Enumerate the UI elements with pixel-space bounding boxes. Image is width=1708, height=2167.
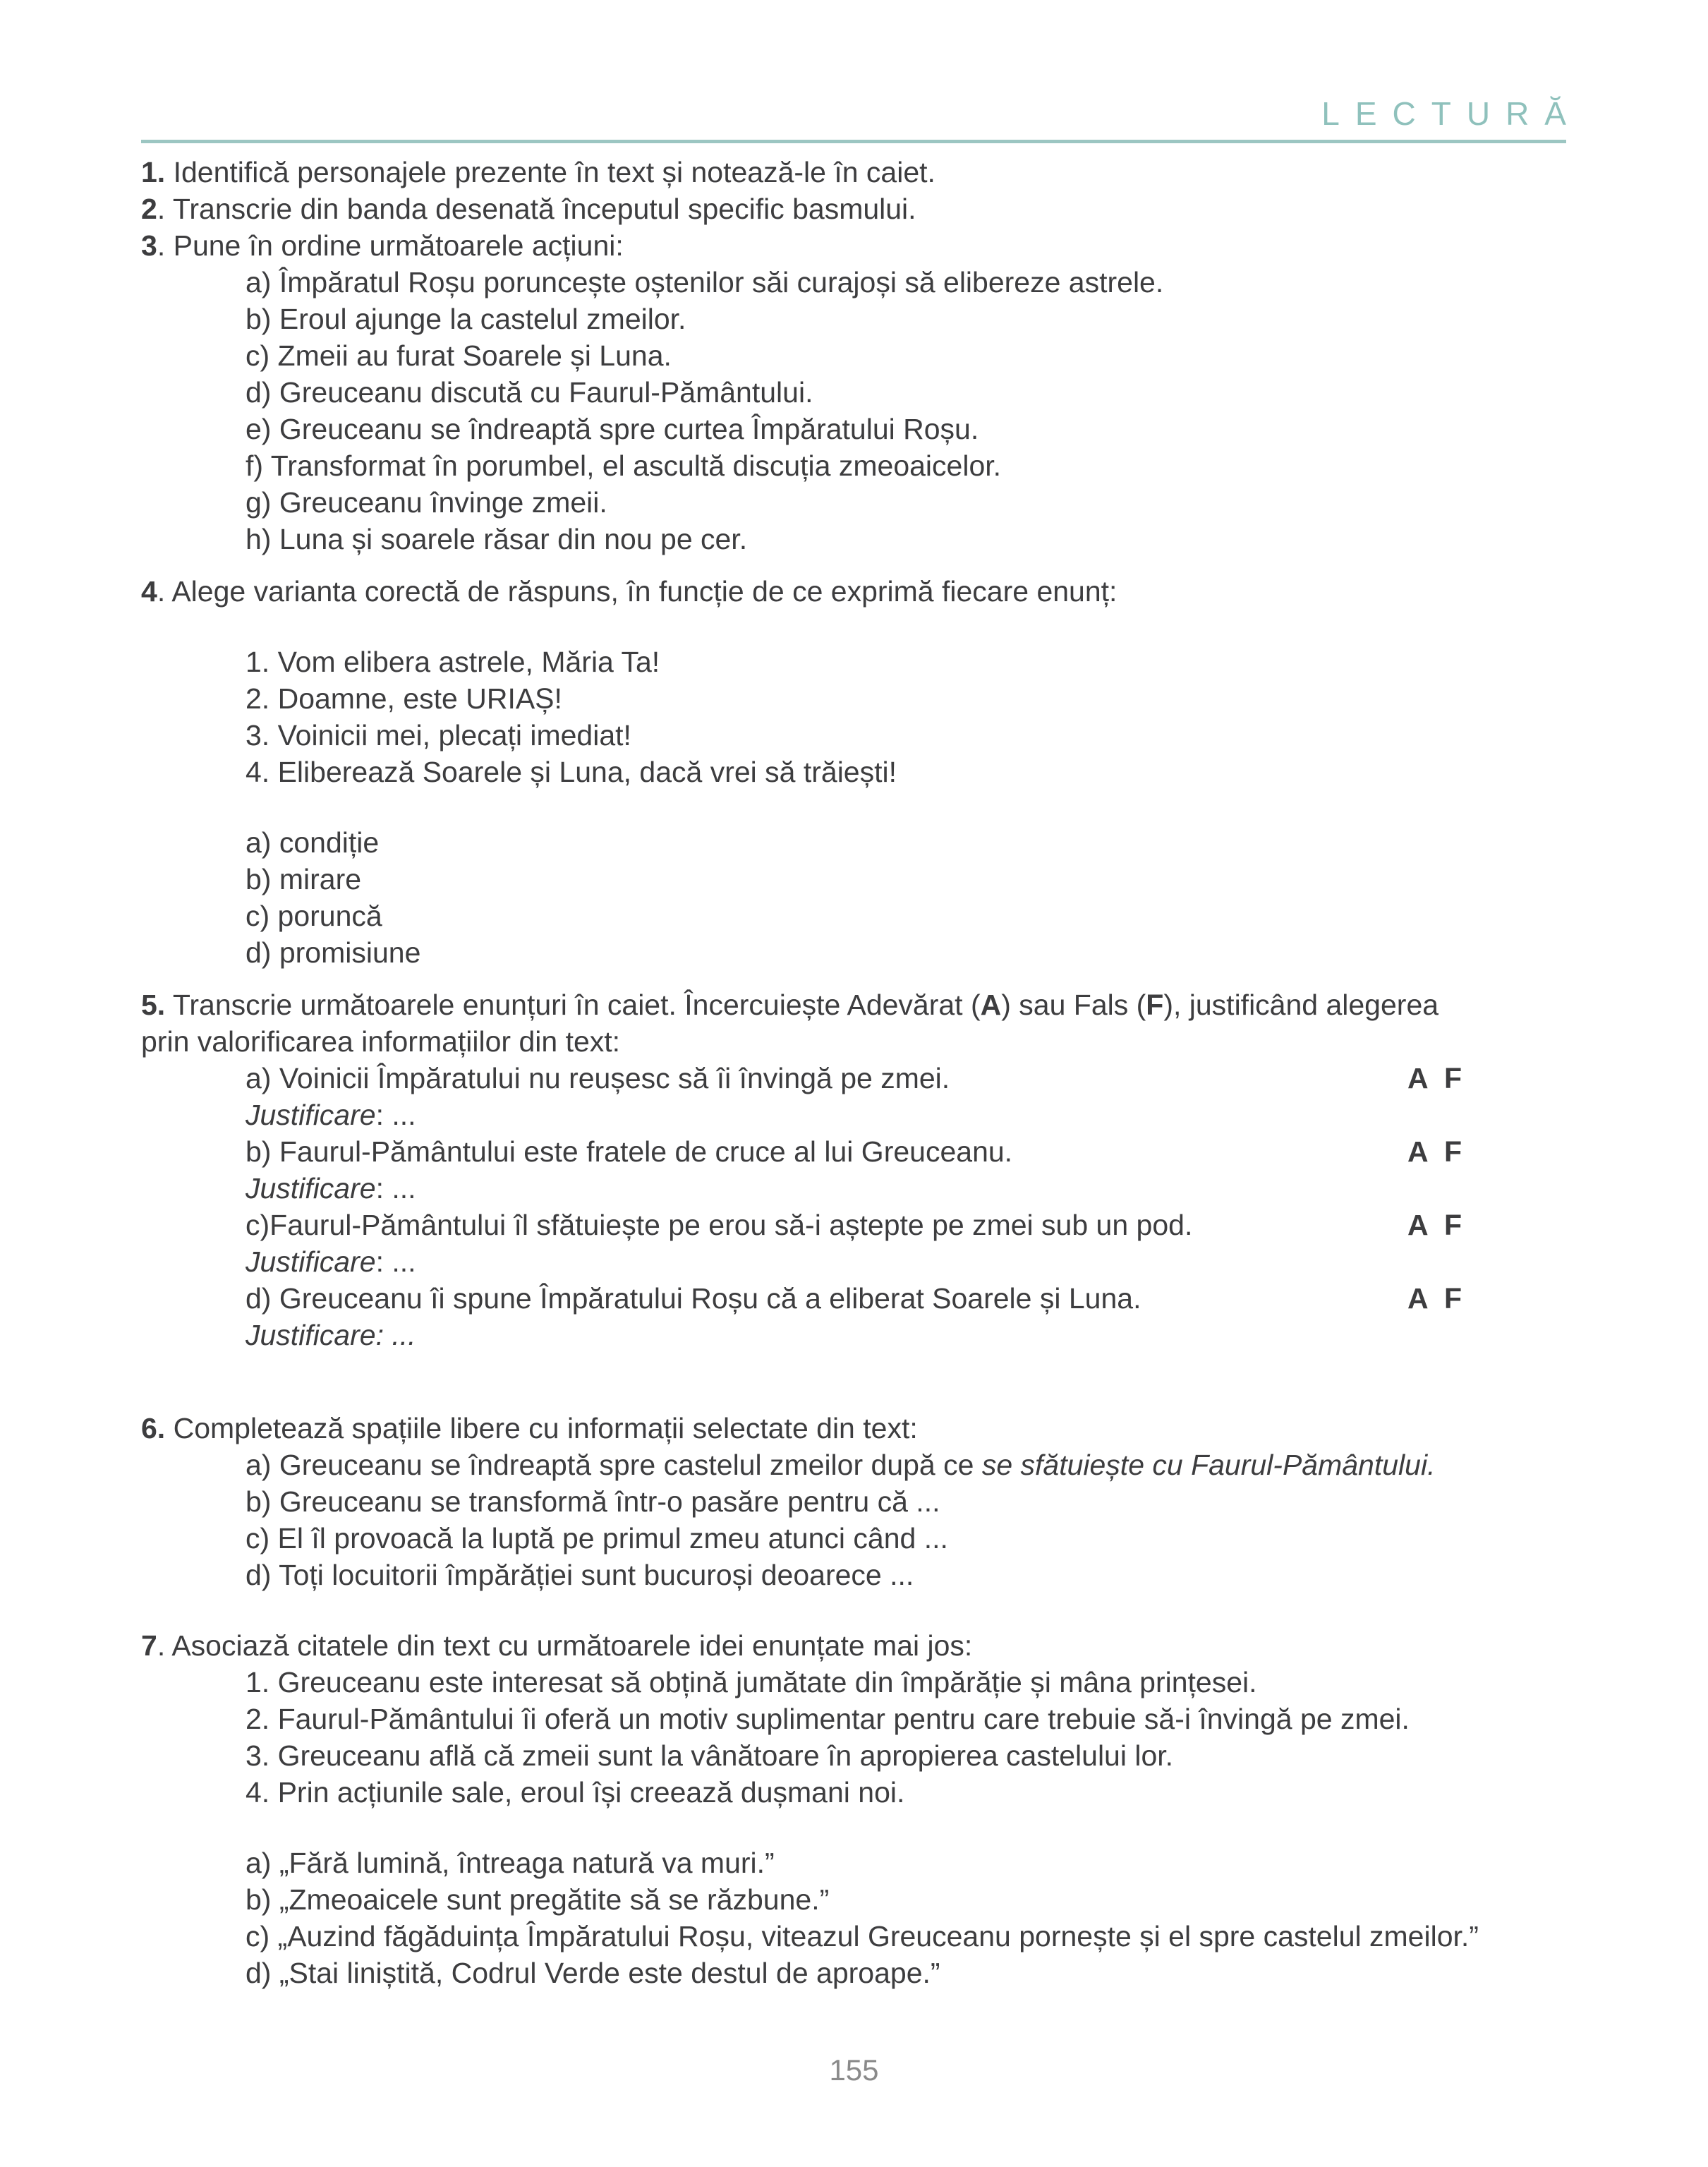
statement-item: 4. Eliberează Soarele și Luna, dacă vrei să trăiești! <box>246 756 897 788</box>
list-item: f) Transformat în porumbel, el ascultă discuția zmeoaicelor. <box>246 449 1002 482</box>
exercise-instruction: Transcrie următoarele enunțuri în caiet. Încercuiește Adevărat ( <box>165 989 981 1021</box>
true-false-item <box>141 1060 1580 1097</box>
justification-blank: : ... <box>375 1099 416 1131</box>
idea-item: 2. Faurul-Pământului îi oferă un motiv suplimentar pentru care trebuie să-i învingă pe zmei. <box>246 1703 1410 1735</box>
statement-text: b) Faurul-Pământului este fratele de cruce al lui Greuceanu. <box>246 1135 1013 1168</box>
true-false-item <box>141 1280 1580 1317</box>
quote-item: d) „Stai liniștită, Codrul Verde este destul de aproape.” <box>246 1957 940 1989</box>
list-item: a) Împăratul Roșu poruncește oștenilor săi curajoși să elibereze astrele. <box>246 266 1164 298</box>
fill-in-text: a) Greuceanu se îndreaptă spre castelul zmeilor după ce <box>246 1449 982 1481</box>
list-item: e) Greuceanu se îndreaptă spre curtea Împăratului Roșu. <box>246 413 979 445</box>
option-item: b) mirare <box>246 863 362 895</box>
idea-item: 1. Greuceanu este interesat să obțină jumătate din împărăție și mâna prințesei. <box>246 1666 1257 1698</box>
statement-item: 3. Voinicii mei, plecați imediat! <box>246 719 631 751</box>
quote-item: b) „Zmeoaicele sunt pregătite să se răzbune.” <box>246 1883 830 1916</box>
exercise-1 <box>141 154 1580 191</box>
exercise-instruction: Completează spațiile libere cu informații selectate din text: <box>165 1412 918 1444</box>
exercise-7 <box>141 1627 1580 1991</box>
justification-blank: : ... <box>375 1319 416 1351</box>
exercise-4 <box>141 573 1580 971</box>
justification-line <box>141 1243 1580 1280</box>
fill-in-item: b) Greuceanu se transformă într-o pasăre pentru că ... <box>246 1485 940 1518</box>
true-letter: A <box>980 989 1002 1021</box>
list-item: c) Zmeii au furat Soarele și Luna. <box>246 339 672 372</box>
justification-line <box>141 1097 1580 1133</box>
exercise-number: 5. <box>141 989 166 1021</box>
statement-text: c)Faurul-Pământului îl sfătuiește pe erou să-i aștepte pe zmei sub un pod. <box>246 1209 1193 1241</box>
justification-label: Justificare <box>246 1172 376 1205</box>
exercise-5 <box>141 986 1580 1353</box>
fill-in-item <box>141 1447 1580 1483</box>
statement-text: a) Voinicii Împăratului nu reușesc să îi învingă pe zmei. <box>246 1062 950 1094</box>
justification-line <box>141 1170 1580 1207</box>
section-title: LECTURĂ <box>1321 95 1582 132</box>
idea-item: 4. Prin acțiunile sale, eroul își creează dușmani noi. <box>246 1776 905 1809</box>
exercise-number: 4 <box>141 575 157 608</box>
exercise-instruction-continued: prin valorificarea informațiilor din text: <box>141 1025 621 1058</box>
option-item: c) poruncă <box>246 900 382 932</box>
exercise-number: 2 <box>141 193 157 225</box>
exercise-3 <box>141 227 1580 557</box>
quote-item: a) „Fără lumină, întreaga natură va muri.” <box>246 1847 775 1879</box>
choice-true[interactable]: A <box>1407 1062 1429 1094</box>
justification-blank: : ... <box>375 1172 416 1205</box>
exercise-number: 6. <box>141 1412 166 1444</box>
exercise-number: 7 <box>141 1629 157 1662</box>
choice-true[interactable]: A <box>1407 1282 1429 1315</box>
option-item: a) condiție <box>246 826 380 859</box>
choice-false[interactable]: F <box>1444 1135 1462 1168</box>
choice-false[interactable]: F <box>1444 1209 1462 1241</box>
choice-true[interactable]: A <box>1407 1209 1429 1241</box>
statement-text: d) Greuceanu îi spune Împăratului Roșu că a eliberat Soarele și Luna. <box>246 1282 1141 1315</box>
fill-in-example-answer: se sfătuiește cu Faurul-Pământului. <box>981 1449 1436 1481</box>
statement-item: 2. Doamne, este URIAȘ! <box>246 682 562 715</box>
justification-label: Justificare <box>246 1319 376 1351</box>
exercise-instruction: Identifică personajele prezente în text și notează-le în caiet. <box>165 156 935 188</box>
list-item: g) Greuceanu învinge zmeii. <box>246 486 607 519</box>
list-item: d) Greuceanu discută cu Faurul-Pământului. <box>246 376 813 409</box>
exercise-instruction: . Transcrie din banda desenată începutul specific basmului. <box>157 193 916 225</box>
list-item: b) Eroul ajunge la castelul zmeilor. <box>246 303 686 335</box>
choice-true[interactable]: A <box>1407 1135 1429 1168</box>
exercise-instruction: ), justificând alegerea <box>1163 989 1439 1021</box>
exercise-6 <box>141 1410 1580 1593</box>
true-false-item <box>141 1133 1580 1170</box>
fill-in-item: c) El îl provoacă la luptă pe primul zmeu atunci când ... <box>246 1522 948 1555</box>
exercise-instruction: . Asociază citatele din text cu următoarele idei enunțate mai jos: <box>157 1629 973 1662</box>
page-number: 155 <box>829 2053 879 2087</box>
exercise-instruction: . Alege varianta corectă de răspuns, în funcție de ce exprimă fiecare enunț: <box>157 575 1118 608</box>
choice-false[interactable]: F <box>1444 1062 1462 1094</box>
justification-blank: : ... <box>375 1245 416 1278</box>
exercise-number: 3 <box>141 229 157 262</box>
false-letter: F <box>1146 989 1164 1021</box>
justification-line <box>141 1317 1580 1353</box>
statement-item: 1. Vom elibera astrele, Măria Ta! <box>246 646 660 678</box>
justification-label: Justificare <box>246 1245 376 1278</box>
choice-false[interactable]: F <box>1444 1282 1462 1315</box>
list-item: h) Luna și soarele răsar din nou pe cer. <box>246 523 748 555</box>
fill-in-item: d) Toți locuitorii împărăției sunt bucuroși deoarece ... <box>246 1559 914 1591</box>
page-header <box>141 90 1582 143</box>
justification-label: Justificare <box>246 1099 376 1131</box>
exercise-number: 1. <box>141 156 166 188</box>
exercise-instruction: . Pune în ordine următoarele acțiuni: <box>157 229 624 262</box>
idea-item: 3. Greuceanu află că zmeii sunt la vânătoare în apropierea castelului lor. <box>246 1739 1174 1772</box>
exercise-list <box>141 154 1580 1991</box>
option-item: d) promisiune <box>246 936 421 969</box>
exercise-2 <box>141 191 1580 227</box>
true-false-item <box>141 1207 1580 1243</box>
exercise-instruction: ) sau Fals ( <box>1001 989 1146 1021</box>
quote-item: c) „Auzind făgăduința Împăratului Roșu, viteazul Greuceanu pornește și el spre castelul zmeilor.” <box>246 1920 1479 1952</box>
